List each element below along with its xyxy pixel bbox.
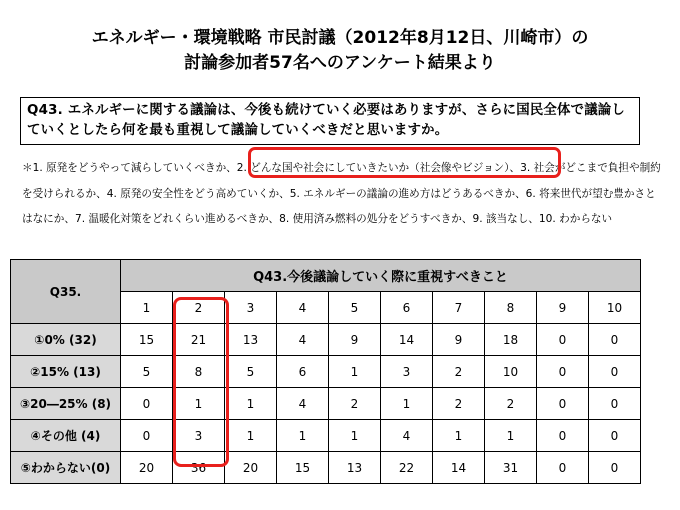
table-cell: 4: [277, 388, 329, 420]
table-cell: 6: [277, 356, 329, 388]
table-cell: 36: [173, 452, 225, 484]
table-cell: 1: [225, 388, 277, 420]
table-group-header: Q43.今後議論していく際に重視すべきこと: [121, 260, 641, 292]
table-cell: 13: [225, 324, 277, 356]
table-cell: 0: [589, 388, 641, 420]
table-cell: 0: [121, 388, 173, 420]
table-cell: 13: [329, 452, 381, 484]
highlight-column-2: [173, 297, 229, 467]
table-cell: 0: [589, 356, 641, 388]
table-cell: 1: [381, 388, 433, 420]
column-header-9: 9: [537, 292, 589, 324]
table-cell: 14: [433, 452, 485, 484]
table-cell: 18: [485, 324, 537, 356]
table-cell: 2: [485, 388, 537, 420]
table-cell: 20: [121, 452, 173, 484]
column-header-7: 7: [433, 292, 485, 324]
table-cell: 5: [121, 356, 173, 388]
table-cell: 10: [485, 356, 537, 388]
table-row: [11, 324, 641, 356]
table-cell: 3: [173, 420, 225, 452]
row-label: ③20―25% (8): [11, 388, 121, 420]
table-cell: 1: [485, 420, 537, 452]
table-cell: 1: [277, 420, 329, 452]
title-line-1: エネルギー・環境戦略 市民討議（2012年8月12日、川崎市）の: [91, 28, 589, 48]
table-cell: 0: [589, 420, 641, 452]
column-header-6: 6: [381, 292, 433, 324]
table-corner-q35: Q35.: [11, 260, 121, 324]
column-header-10: 10: [589, 292, 641, 324]
table-cell: 31: [485, 452, 537, 484]
table-cell: 2: [329, 388, 381, 420]
row-label: ②15% (13): [11, 356, 121, 388]
table-cell: 4: [277, 324, 329, 356]
answer-options-note: ＊1. 原発をどうやって減らしていくべきか、2. どんな国や社会にしていきたいか（社会像やビジョン）、3. 社会がどこまで負担や制約を受けられるか、4. 原発の安全性をどう高めていくか、5. エネルギーの議論の進め方はどうあるべきか、6. 将来世代が望む豊かさとはなにか、7. 温暖化対策をどれくらい進めるべきか、8. 使用済み燃料の処分をどうすべきか、9. 該当なし、10. わからない: [22, 162, 661, 225]
table-cell: 0: [537, 420, 589, 452]
table-cell: 1: [173, 388, 225, 420]
table-cell: 2: [433, 356, 485, 388]
column-header-8: 8: [485, 292, 537, 324]
title-line-2: 討論参加者57名へのアンケート結果より: [184, 53, 496, 73]
row-label: ①0% (32): [11, 324, 121, 356]
column-header-4: 4: [277, 292, 329, 324]
table-cell: 1: [225, 420, 277, 452]
table-row: [11, 452, 641, 484]
table-cell: 0: [537, 452, 589, 484]
table-cell: 9: [329, 324, 381, 356]
table-cell: 2: [433, 388, 485, 420]
table-row: [11, 388, 641, 420]
column-header-2: 2: [173, 292, 225, 324]
table-cell: 3: [381, 356, 433, 388]
table-row: [11, 356, 641, 388]
question-box: [20, 97, 640, 145]
table-row: [11, 420, 641, 452]
table-cell: 0: [537, 388, 589, 420]
column-header-3: 3: [225, 292, 277, 324]
table-cell: 15: [277, 452, 329, 484]
highlight-option-2: [248, 147, 561, 178]
table-cell: 22: [381, 452, 433, 484]
table-cell: 0: [537, 356, 589, 388]
table-cell: 4: [381, 420, 433, 452]
table-cell: 5: [225, 356, 277, 388]
table-cell: 0: [537, 324, 589, 356]
table-cell: 8: [173, 356, 225, 388]
table-cell: 0: [121, 420, 173, 452]
row-label: ④その他 (4): [11, 420, 121, 452]
question-text: Q43. エネルギーに関する議論は、今後も続けていく必要はありますが、さらに国民全体で議論していくとしたら何を最も重視して議論していくべきだと思いますか。: [27, 103, 625, 138]
table-cell: 14: [381, 324, 433, 356]
table-cell: 0: [589, 324, 641, 356]
results-table: [10, 259, 641, 484]
table-cell: 15: [121, 324, 173, 356]
table-cell: 9: [433, 324, 485, 356]
table-cell: 1: [329, 420, 381, 452]
page-title: [0, 26, 680, 76]
column-header-5: 5: [329, 292, 381, 324]
table-cell: 0: [589, 452, 641, 484]
table-cell: 1: [329, 356, 381, 388]
table-cell: 1: [433, 420, 485, 452]
table-cell: 21: [173, 324, 225, 356]
column-header-1: 1: [121, 292, 173, 324]
table-cell: 20: [225, 452, 277, 484]
row-label: ⑤わからない(0): [11, 452, 121, 484]
